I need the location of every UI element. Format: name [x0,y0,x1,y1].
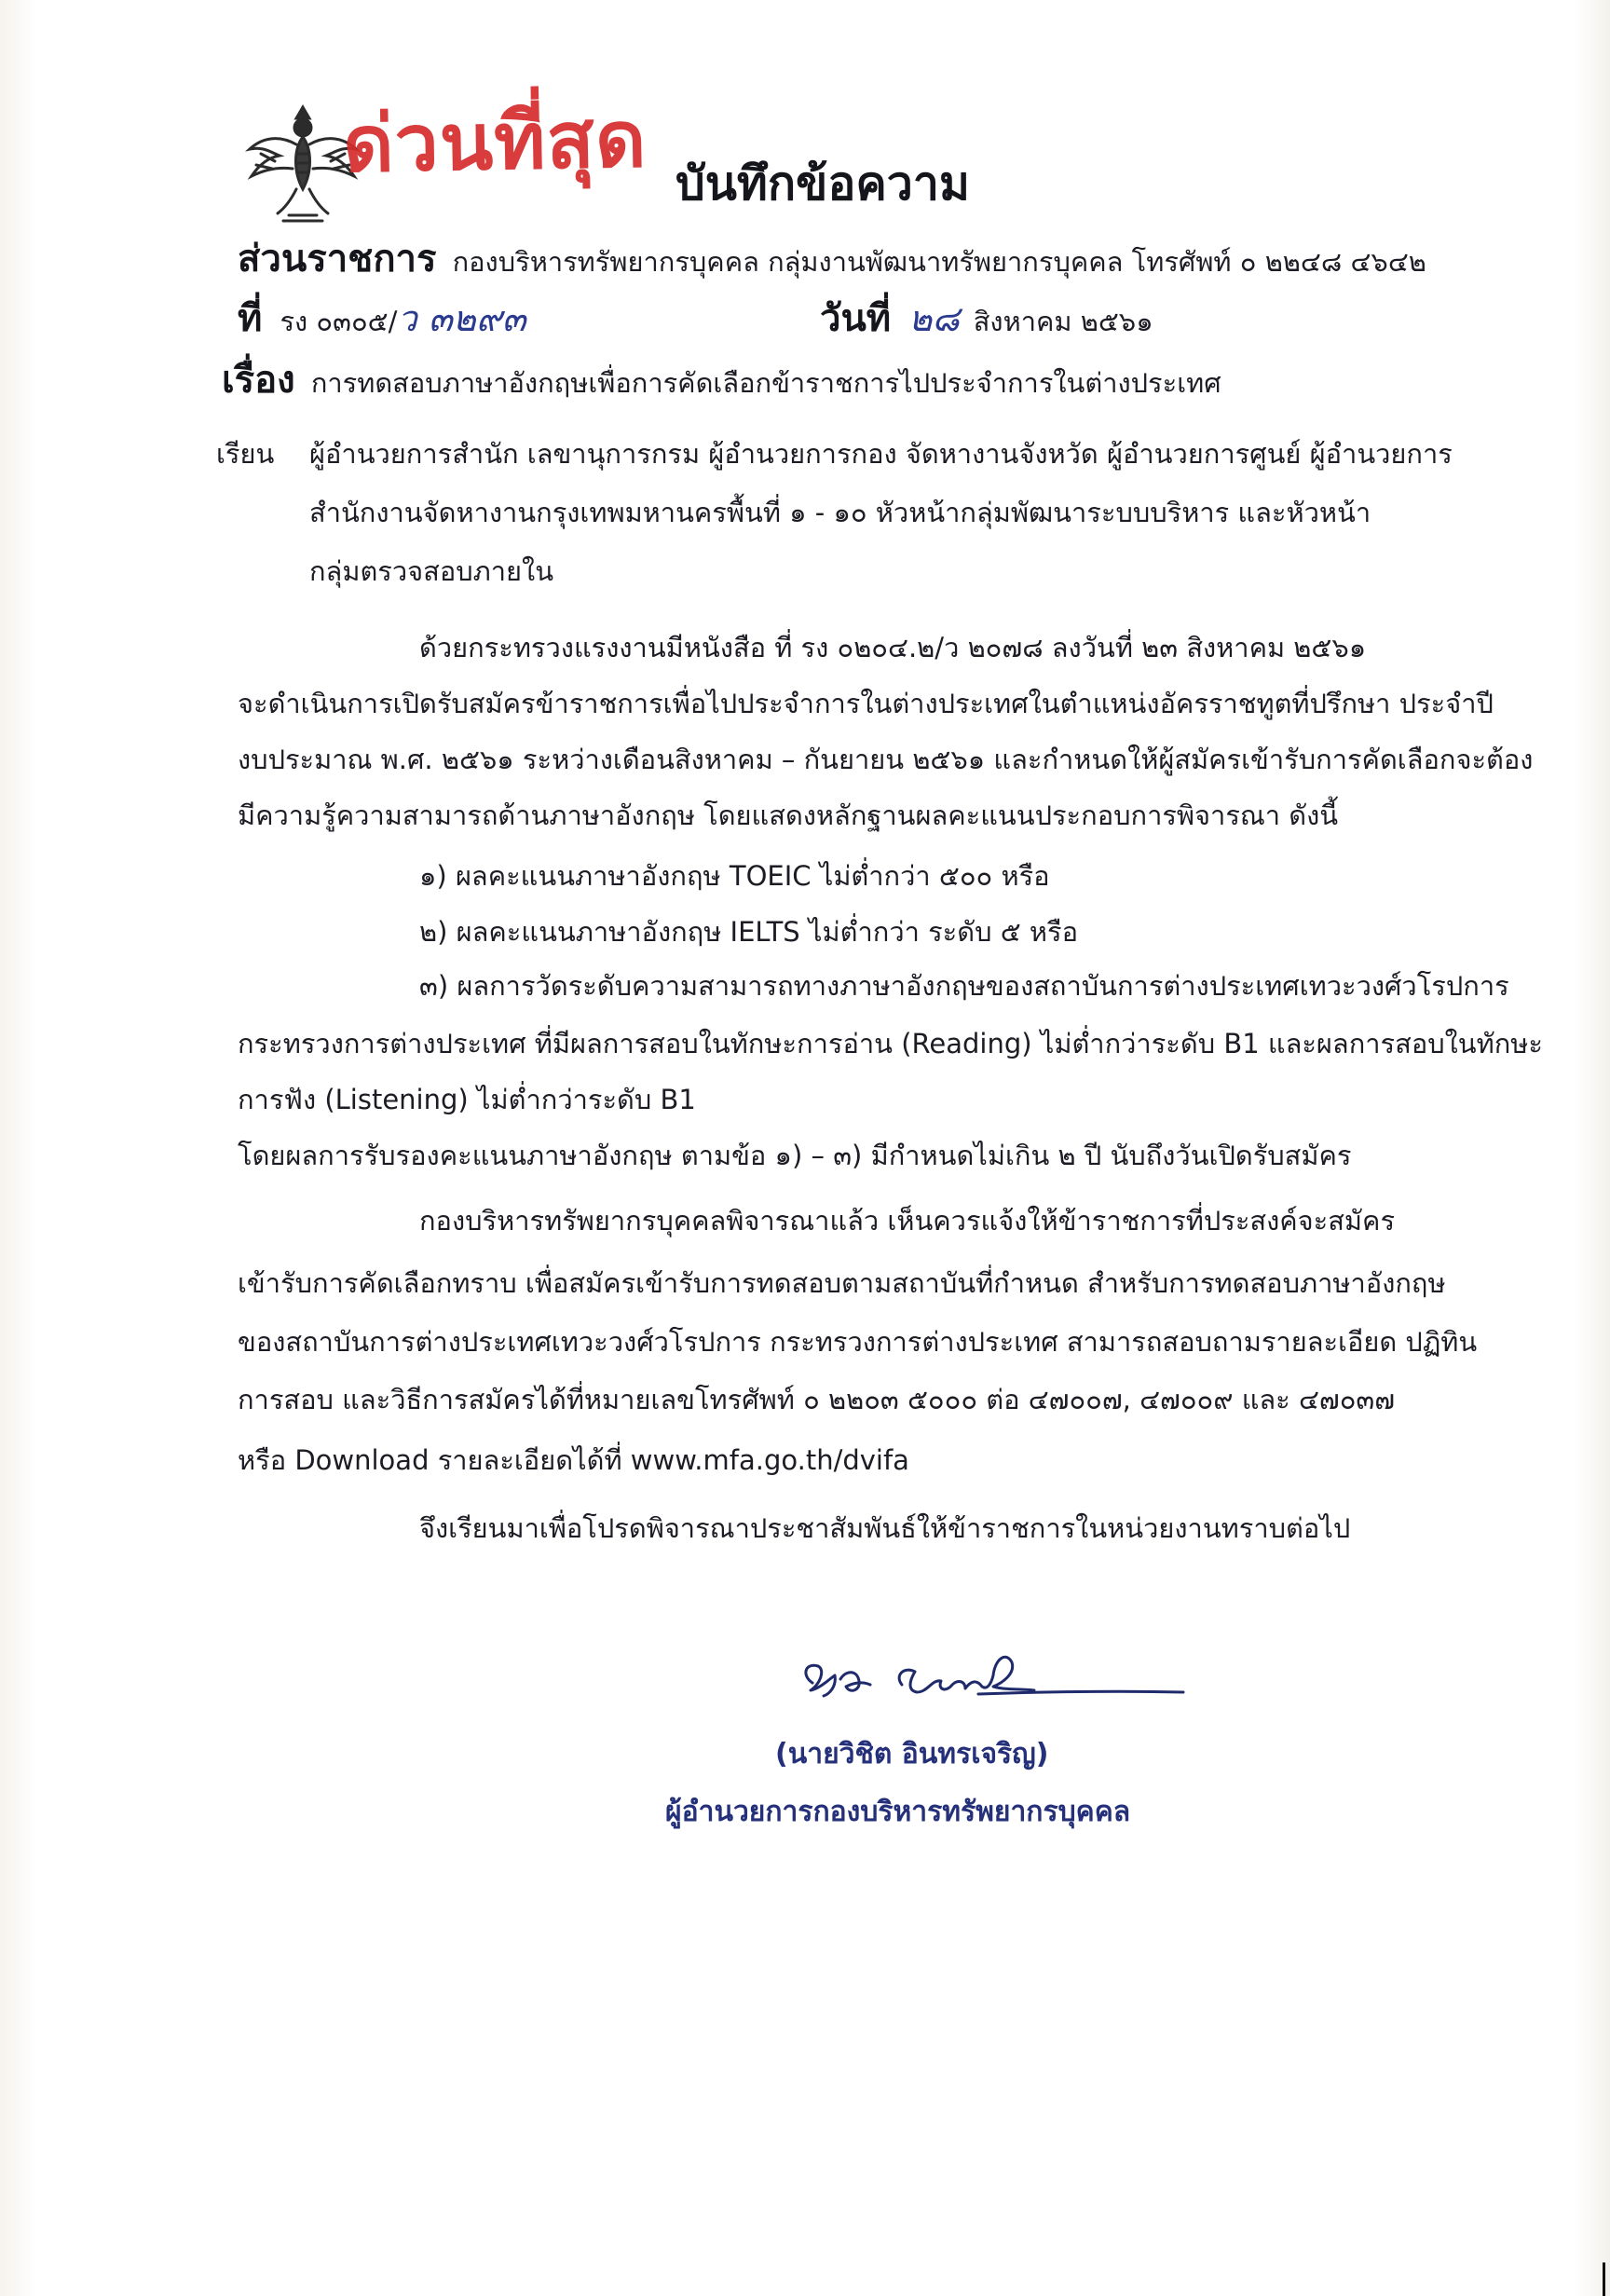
date-line [820,297,1153,340]
subject-label: เรื่อง [222,359,295,402]
date-label: วันที่ [820,297,892,340]
signature-text: Vichit Intharacharoen [996,1718,1007,1719]
paragraph-1-line-4: มีความรู้ความสามารถด้านภาษาอังกฤษ โดยแสดงหลักฐานผลคะแนนประกอบการพิจารณา ดังนี้ [238,800,1339,831]
agency-label: ส่วนราชการ [238,238,437,280]
document-title: บันทึกข้อความ [675,157,970,211]
subject-value: การทดสอบภาษาอังกฤษเพื่อการคัดเลือกข้าราชการไปประจำการในต่างประเทศ [310,367,1221,399]
reference-line [238,297,526,340]
agency-value: กองบริหารทรัพยากรบุคคล กลุ่มงานพัฒนาทรัพยากรบุคคล โทรศัพท์ ๐ ๒๒๔๘ ๔๖๔๒ [452,246,1426,278]
paragraph-2-line-2: เข้ารับการคัดเลือกทราบ เพื่อสมัครเข้ารับการทดสอบตามสถาบันที่กำหนด สำหรับการทดสอบภาษาอังกฤษ [238,1267,1446,1299]
reference-label: ที่ [238,297,263,340]
validity-note: โดยผลการรับรองคะแนนภาษาอังกฤษ ตามข้อ ๑) – ๓) มีกำหนดไม่เกิน ๒ ปี นับถึงวันเปิดรับสมัคร [238,1140,1352,1171]
date-day-handwritten: ๒๘ [908,298,960,339]
paragraph-2-line-1: กองบริหารทรัพยากรบุคคลพิจารณาแล้ว เห็นควรแจ้งให้ข้าราชการที่ประสงค์จะสมัคร [419,1205,1396,1237]
criterion-2: ๒) ผลคะแนนภาษาอังกฤษ IELTS ไม่ต่ำกว่า ระดับ ๕ หรือ [419,916,1078,948]
paragraph-1-line-2: จะดำเนินการเปิดรับสมัครข้าราชการเพื่อไปประจำการในต่างประเทศในตำแหน่งอัครราชทูตที่ปรึกษา ประจำปี [238,688,1494,719]
criterion-3-line-3: การฟัง (Listening) ไม่ต่ำกว่าระดับ B1 [238,1084,696,1115]
paragraph-2-line-5: หรือ Download รายละเอียดได้ที่ www.mfa.go.th/dvifa [238,1444,909,1476]
closing-line: จึงเรียนมาเพื่อโปรดพิจารณาประชาสัมพันธ์ให้ข้าราชการในหน่วยงานทราบต่อไป [419,1512,1351,1544]
salutation-line-3: กลุ่มตรวจสอบภายใน [309,555,554,587]
agency-line [238,240,1426,278]
signer-name: (นายวิชิต อินทรเจริญ) [775,1738,1049,1770]
paragraph-2-line-3: ของสถาบันการต่างประเทศเทวะวงศ์วโรปการ กระทรวงการต่างประเทศ สามารถสอบถามรายละเอียด ปฏิทิน [238,1326,1478,1358]
subject-line [222,359,1221,402]
paragraph-2-line-4: การสอบ และวิธีการสมัครได้ที่หมายเลขโทรศัพท์ ๐ ๒๒๐๓ ๕๐๐๐ ต่อ ๔๗๐๐๗, ๔๗๐๐๙ และ ๔๗๐๓๗ [238,1384,1396,1415]
criterion-1: ๑) ผลคะแนนภาษาอังกฤษ TOEIC ไม่ต่ำกว่า ๕๐๐ หรือ [419,860,1050,892]
salutation-line-1: ผู้อำนวยการสำนัก เลขานุการกรม ผู้อำนวยการกอง จัดหางานจังหวัด ผู้อำนวยการศูนย์ ผู้อำนวยการ [309,438,1453,470]
salutation-prefix: เรียน [216,438,275,470]
reference-printed: รง ๐๓๐๕/ [280,306,398,337]
signer-position: ผู้อำนวยการกองบริหารทรัพยากรบุคคล [665,1796,1131,1828]
paragraph-1-line-1: ด้วยกระทรวงแรงงานมีหนังสือ ที่ รง ๐๒๐๔.๒/ว ๒๐๗๘ ลงวันที่ ๒๓ สิงหาคม ๒๕๖๑ [419,632,1367,663]
criterion-3-line-1: ๓) ผลการวัดระดับความสามารถทางภาษาอังกฤษของสถาบันการต่างประเทศเทวะวงศ์วโรปการ [419,970,1509,1002]
criterion-3-line-2: กระทรวงการต่างประเทศ ที่มีผลการสอบในทักษะการอ่าน (Reading) ไม่ต่ำกว่าระดับ B1 และผลการสอบในทักษะ [238,1028,1543,1059]
urgent-stamp: ด่วนที่สุด [342,92,648,190]
paragraph-1-line-3: งบประมาณ พ.ศ. ๒๕๖๑ ระหว่างเดือนสิงหาคม – กันยายน ๒๕๖๑ และกำหนดให้ผู้สมัครเข้ารับการคัดเลือกจะต้อง [238,744,1534,775]
reference-handwritten: ว ๓๒๙๓ [397,298,526,339]
salutation-line-2: สำนักงานจัดหางานกรุงเทพมหานครพื้นที่ ๑ - ๑๐ หัวหน้ากลุ่มพัฒนาระบบบริหาร และหัวหน้า [309,497,1371,528]
scan-edge-mark [1603,2262,1605,2296]
date-rest: สิงหาคม ๒๕๖๑ [973,306,1153,337]
handwritten-signature [792,1638,1211,1722]
